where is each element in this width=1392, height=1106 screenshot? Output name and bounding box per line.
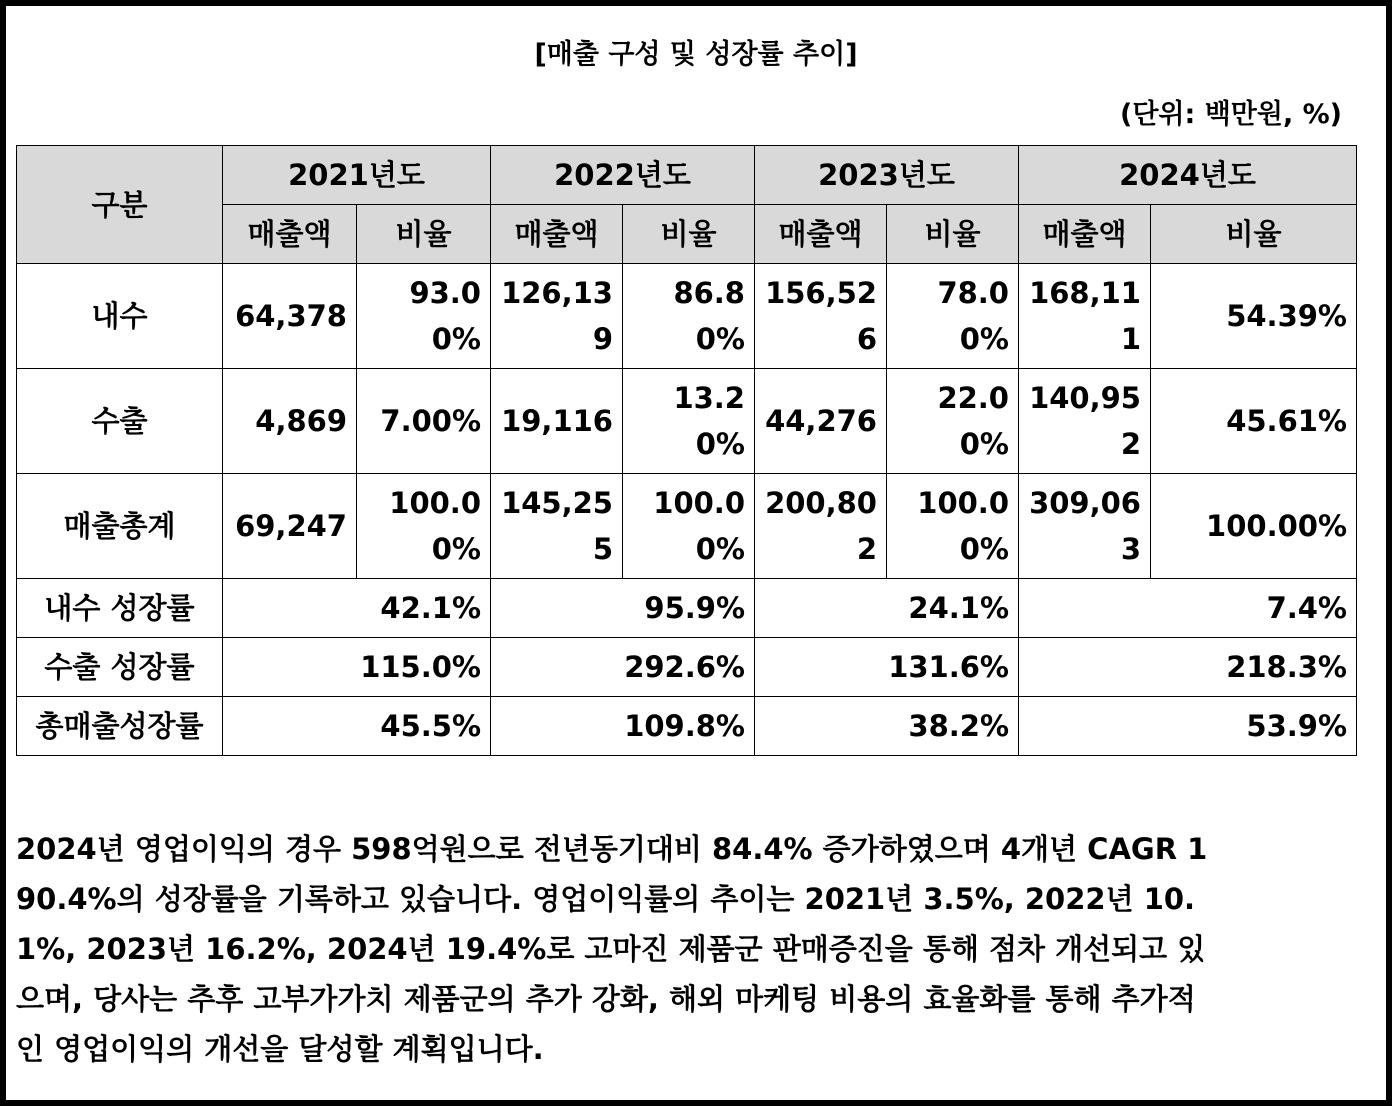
- table-cell: 100.00%: [1151, 474, 1357, 579]
- table-cell: 24.1%: [755, 579, 1019, 638]
- corner-header: 구분: [17, 146, 223, 264]
- sales-header: 매출액: [755, 205, 887, 264]
- year-header: 2022년도: [491, 146, 755, 205]
- table-cell: 100.00%: [623, 474, 755, 579]
- table-row-domestic: [17, 264, 1357, 369]
- table-cell: 4,869: [223, 369, 357, 474]
- table-cell: 86.80%: [623, 264, 755, 369]
- table-cell: 168,111: [1019, 264, 1151, 369]
- table-cell: 100.00%: [887, 474, 1019, 579]
- year-header: 2021년도: [223, 146, 491, 205]
- table-row-export-growth: [17, 638, 1357, 697]
- table-cell: 22.00%: [887, 369, 1019, 474]
- sales-table: [16, 145, 1357, 756]
- row-label: 수출 성장률: [17, 638, 223, 697]
- sales-header: 매출액: [1019, 205, 1151, 264]
- table-cell: 7.00%: [357, 369, 491, 474]
- row-label: 총매출성장률: [17, 697, 223, 756]
- table-cell: 218.3%: [1019, 638, 1357, 697]
- ratio-header: 비율: [623, 205, 755, 264]
- table-cell: 200,802: [755, 474, 887, 579]
- table-cell: 95.9%: [491, 579, 755, 638]
- summary-paragraph: 2024년 영업이익의 경우 598억원으로 전년동기대비 84.4% 증가하였으며 4개년 CAGR 190.4%의 성장률을 기록하고 있습니다. 영업이익률의 추이는 2021년 3.5%, 2022년 10.1%, 2023년 16.2%, 2024년 19.4%로 고마진 제품군 판매증진을 통해 점차 개선되고 있으며, 당사는 추후 고부가가치 제품군의 추가 강화, 해외 마케팅 비용의 효율화를 통해 추가적인 영업이익의 개선을 달성할 계획입니다.: [16, 832, 1208, 1066]
- table-cell: 100.00%: [357, 474, 491, 579]
- year-header: 2024년도: [1019, 146, 1357, 205]
- table-cell: 19,116: [491, 369, 623, 474]
- row-label: 매출총계: [17, 474, 223, 579]
- table-cell: 45.5%: [223, 697, 491, 756]
- table-cell: 145,255: [491, 474, 623, 579]
- ratio-header: 비율: [1151, 205, 1357, 264]
- table-row-total-growth: [17, 697, 1357, 756]
- table-cell: 292.6%: [491, 638, 755, 697]
- table-cell: 13.20%: [623, 369, 755, 474]
- document-page: [6, 6, 1386, 1100]
- table-cell: 69,247: [223, 474, 357, 579]
- row-label: 수출: [17, 369, 223, 474]
- table-cell: 109.8%: [491, 697, 755, 756]
- table-cell: 53.9%: [1019, 697, 1357, 756]
- row-label: 내수 성장률: [17, 579, 223, 638]
- unit-note: (단위: 백만원, %): [1120, 99, 1342, 130]
- ratio-header: 비율: [887, 205, 1019, 264]
- table-cell: 42.1%: [223, 579, 491, 638]
- table-title: [매출 구성 및 성장률 추이]: [534, 39, 858, 70]
- table-cell: 45.61%: [1151, 369, 1357, 474]
- table-cell: 156,526: [755, 264, 887, 369]
- table-cell: 7.4%: [1019, 579, 1357, 638]
- table-row-export: [17, 369, 1357, 474]
- table-cell: 115.0%: [223, 638, 491, 697]
- table-cell: 44,276: [755, 369, 887, 474]
- table-cell: 140,952: [1019, 369, 1151, 474]
- header-row-years: [17, 146, 1357, 205]
- ratio-header: 비율: [357, 205, 491, 264]
- year-header: 2023년도: [755, 146, 1019, 205]
- sales-header: 매출액: [491, 205, 623, 264]
- table-cell: 93.00%: [357, 264, 491, 369]
- table-cell: 38.2%: [755, 697, 1019, 756]
- table-cell: 126,139: [491, 264, 623, 369]
- table-cell: 78.00%: [887, 264, 1019, 369]
- row-label: 내수: [17, 264, 223, 369]
- sales-header: 매출액: [223, 205, 357, 264]
- table-cell: 54.39%: [1151, 264, 1357, 369]
- table-row-total: [17, 474, 1357, 579]
- table-cell: 64,378: [223, 264, 357, 369]
- table-row-domestic-growth: [17, 579, 1357, 638]
- table-cell: 309,063: [1019, 474, 1151, 579]
- table-cell: 131.6%: [755, 638, 1019, 697]
